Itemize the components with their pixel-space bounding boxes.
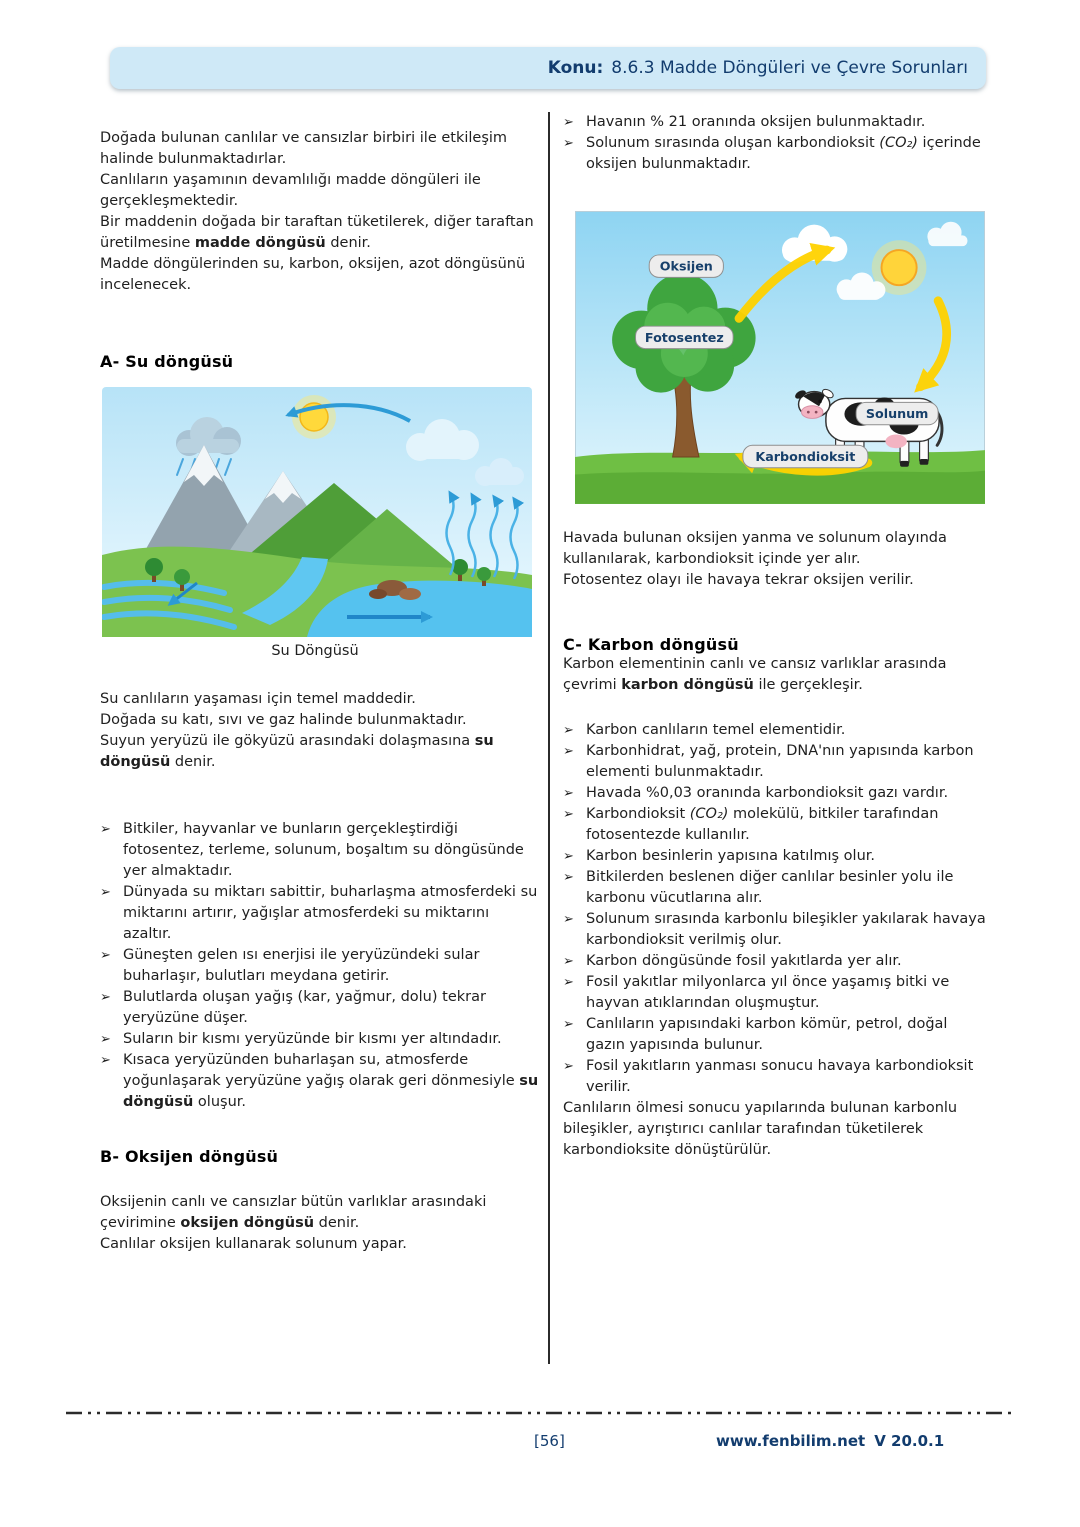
intro-paragraph-2: Canlıların yaşamının devamlılığı madde döngüleri ile gerçekleşmektedir. [100, 172, 481, 209]
list-item [563, 867, 987, 909]
label-karbondioksit [743, 445, 868, 467]
oxygen-paragraph-2: Canlılar oksijen kullanarak solunum yapar. [100, 1236, 407, 1252]
bullet-text: Fosil yakıtların yanması sonucu havaya karbondioksit verilir. [586, 1057, 974, 1095]
water-paragraph-3 [100, 731, 542, 773]
bullet-text: Bitkilerden beslenen diğer canlılar besinler yolu ile karbonu vücutlarına alır. [586, 868, 954, 906]
right-column [563, 112, 987, 1161]
list-item [563, 972, 987, 1014]
bullet-arrow-icon: ➢ [100, 948, 111, 963]
list-item [563, 720, 987, 741]
list-item [563, 1056, 987, 1098]
bold-term: karbon döngüsü [621, 676, 754, 693]
text-run: oluşur. [193, 1094, 247, 1110]
bullet-arrow-icon: ➢ [100, 990, 111, 1005]
list-item [563, 112, 987, 133]
bullet-arrow-icon: ➢ [563, 1058, 574, 1074]
bullet-text: Solunum sırasında karbonlu bileşikler yakılarak havaya karbondioksit verilmiş olur. [586, 910, 986, 948]
bullet-text: Suların bir kısmı yeryüzünde bir kısmı yer altındadır. [123, 1031, 502, 1047]
version-label: V 20.0.1 [874, 1432, 945, 1450]
water-cycle-illustration [102, 387, 532, 637]
bullet-text: Güneşten gelen ısı enerjisi ile yeryüzündeki sular buharlaşır, bulutları meydana getirir. [123, 947, 480, 984]
list-item [100, 1050, 542, 1113]
text-run: Oksijenin canlı ve cansızlar bütün varlıklar arasındaki çevirimine [100, 1194, 487, 1231]
text-run: Karbondioksit [586, 805, 690, 822]
water-bullet-list [100, 819, 542, 1113]
list-item [100, 945, 542, 987]
text-run: Solunum sırasında oluşan karbondioksit [586, 135, 880, 151]
bullet-text: Havada %0,03 oranında karbondioksit gazı vardır. [586, 784, 949, 801]
bullet-arrow-icon: ➢ [100, 1053, 111, 1068]
bullet-text: Karbon döngüsünde fosil yakıtlarda yer alır. [586, 952, 902, 969]
text-run: ile gerçekleşir. [753, 676, 863, 693]
list-item [563, 951, 987, 972]
bullet-text: Havanın % 21 oranında oksijen bulunmaktadır. [586, 114, 926, 130]
bullet-arrow-icon: ➢ [563, 974, 574, 990]
text-run: Kısaca yeryüzünden buharlaşan su, atmosferde yoğunlaşarak yeryüzüne yağış olarak geri dönmesiyle [123, 1052, 520, 1089]
bullet-arrow-icon: ➢ [563, 869, 574, 885]
bullet-arrow-icon: ➢ [100, 885, 111, 900]
bullet-arrow-icon: ➢ [563, 806, 574, 822]
oxygen-cycle-paragraph-1: Havada bulunan oksijen yanma ve solunum olayında kullanılarak, karbondioksit içinde yer alır. [563, 529, 947, 567]
bullet-text: Karbonhidrat, yağ, protein, DNA'nın yapısında karbon elementi bulunmaktadır. [586, 742, 974, 780]
site-url: www.fenbilim.net [716, 1432, 866, 1450]
bullet-text: Dünyada su miktarı sabittir, buharlaşma atmosferdeki su miktarını artırır, yağışlar atmosferdeki su miktarını azaltır. [123, 884, 538, 942]
bullet-arrow-icon: ➢ [563, 1016, 574, 1032]
bold-term: oksijen döngüsü [180, 1215, 315, 1231]
section-heading-a: A- Su döngüsü [100, 352, 234, 371]
carbon-bullet-list [563, 720, 987, 1098]
svg-text:Karbondioksit: Karbondioksit [755, 448, 856, 464]
text-run: denir. [314, 1215, 360, 1231]
bullet-arrow-icon: ➢ [563, 115, 574, 130]
bullet-arrow-icon: ➢ [563, 848, 574, 864]
svg-text:Solunum: Solunum [865, 405, 929, 421]
bullet-arrow-icon: ➢ [563, 911, 574, 927]
text-run: denir. [170, 754, 216, 770]
list-item [563, 133, 987, 175]
text-run: molekülü, bitkiler tarafından fotosentezde kullanılır. [586, 805, 939, 843]
list-item [100, 1029, 542, 1050]
list-item [100, 882, 542, 945]
section-heading-b: B- Oksijen döngüsü [100, 1147, 279, 1166]
water-paragraph-1: Su canlıların yaşaması için temel maddedir. [100, 691, 416, 707]
intro-paragraph-4: Madde döngülerinden su, karbon, oksijen, azot döngüsünü incelenecek. [100, 256, 526, 293]
water-paragraph-2: Doğada su katı, sıvı ve gaz halinde bulunmaktadır. [100, 712, 467, 728]
oxygen-def-paragraph [100, 1192, 542, 1234]
decomposers-paragraph: Canlıların ölmesi sonucu yapılarında bulunan karbonlu bileşikler, ayrıştırıcı canlılar tarafından tüketilerek karbondioksite dönüştürülür. [563, 1099, 958, 1158]
svg-text:Fotosentez: Fotosentez [644, 329, 724, 345]
list-item [563, 783, 987, 804]
bullet-text: Fosil yakıtlar milyonlarca yıl önce yaşamış bitki ve hayvan atıklarından oluşmuştur. [586, 973, 950, 1011]
chem-formula: (CO₂) [689, 805, 729, 822]
label-solunum [856, 402, 938, 424]
text-run: Karbon elementinin canlı ve cansız varlıklar arasında çevrimi [563, 655, 947, 693]
text-run: denir. [325, 235, 371, 251]
list-item [100, 987, 542, 1029]
bullet-text: Karbon besinlerin yapısına katılmış olur. [586, 847, 875, 864]
bullet-arrow-icon: ➢ [100, 822, 111, 837]
bullet-arrow-icon: ➢ [563, 785, 574, 801]
topic-title: 8.6.3 Madde Döngüleri ve Çevre Sorunları [611, 58, 968, 78]
oxygen-cycle-paragraph-2: Fotosentez olayı ile havaya tekrar oksijen verilir. [563, 571, 914, 588]
bold-term: su döngüsü [123, 1073, 539, 1110]
oxygen-cycle-illustration [575, 211, 985, 504]
list-item [563, 909, 987, 951]
topic-banner [110, 47, 986, 89]
bullet-text: Canlıların yapısındaki karbon kömür, petrol, doğal gazın yapısında bulunur. [586, 1015, 948, 1053]
label-fotosentez [636, 326, 734, 348]
text-run: Bir maddenin doğada bir taraftan tüketilerek, diğer taraftan üretilmesine [100, 214, 534, 251]
text-run: Suyun yeryüzü ile gökyüzü arasındaki dolaşmasına [100, 733, 475, 749]
list-item [563, 846, 987, 867]
list-item [563, 1014, 987, 1056]
bullet-text [586, 133, 987, 175]
grass-shade [575, 471, 985, 504]
bold-term: madde döngüsü [194, 235, 326, 251]
footer-divider [66, 1410, 1014, 1416]
svg-text:Oksijen: Oksijen [659, 258, 713, 274]
bullet-arrow-icon: ➢ [563, 136, 574, 151]
topic-label: Konu: [547, 58, 604, 78]
water-figure-caption: Su Döngüsü [271, 643, 359, 659]
text-run: içerinde oksijen bulunmaktadır. [586, 135, 981, 172]
site-credit [716, 1432, 944, 1450]
list-item [100, 819, 542, 882]
intro-paragraph-1: Doğada bulunan canlılar ve cansızlar birbiri ile etkileşim halinde bulunmaktadırlar. [100, 130, 508, 167]
bullet-text: Bulutlarda oluşan yağış (kar, yağmur, dolu) tekrar yeryüzüne düşer. [123, 989, 486, 1026]
bullet-text [123, 1050, 542, 1113]
bold-term: su döngüsü [100, 733, 494, 770]
page-number: [56] [534, 1432, 565, 1450]
column-divider [548, 112, 550, 1364]
bullet-text [586, 804, 987, 846]
section-heading-c: C- Karbon döngüsü [563, 634, 739, 654]
list-item [563, 804, 987, 846]
label-oksijen [649, 255, 723, 277]
intro-paragraph-3 [100, 212, 542, 254]
chem-formula: (CO₂) [879, 135, 918, 151]
sun-icon [292, 395, 336, 439]
bullet-arrow-icon: ➢ [100, 1032, 111, 1047]
left-column [100, 128, 542, 1255]
oxygen-bullet-list [563, 112, 987, 175]
bullet-arrow-icon: ➢ [563, 722, 574, 738]
bullet-arrow-icon: ➢ [563, 953, 574, 969]
bullet-arrow-icon: ➢ [563, 743, 574, 759]
carbon-def-paragraph [563, 654, 987, 696]
bullet-text: Bitkiler, hayvanlar ve bunların gerçekleştirdiği fotosentez, terleme, solunum, boşaltım su döngüsünde yer almaktadır. [123, 821, 524, 879]
list-item [563, 741, 987, 783]
bullet-text: Karbon canlıların temel elementidir. [586, 721, 846, 738]
